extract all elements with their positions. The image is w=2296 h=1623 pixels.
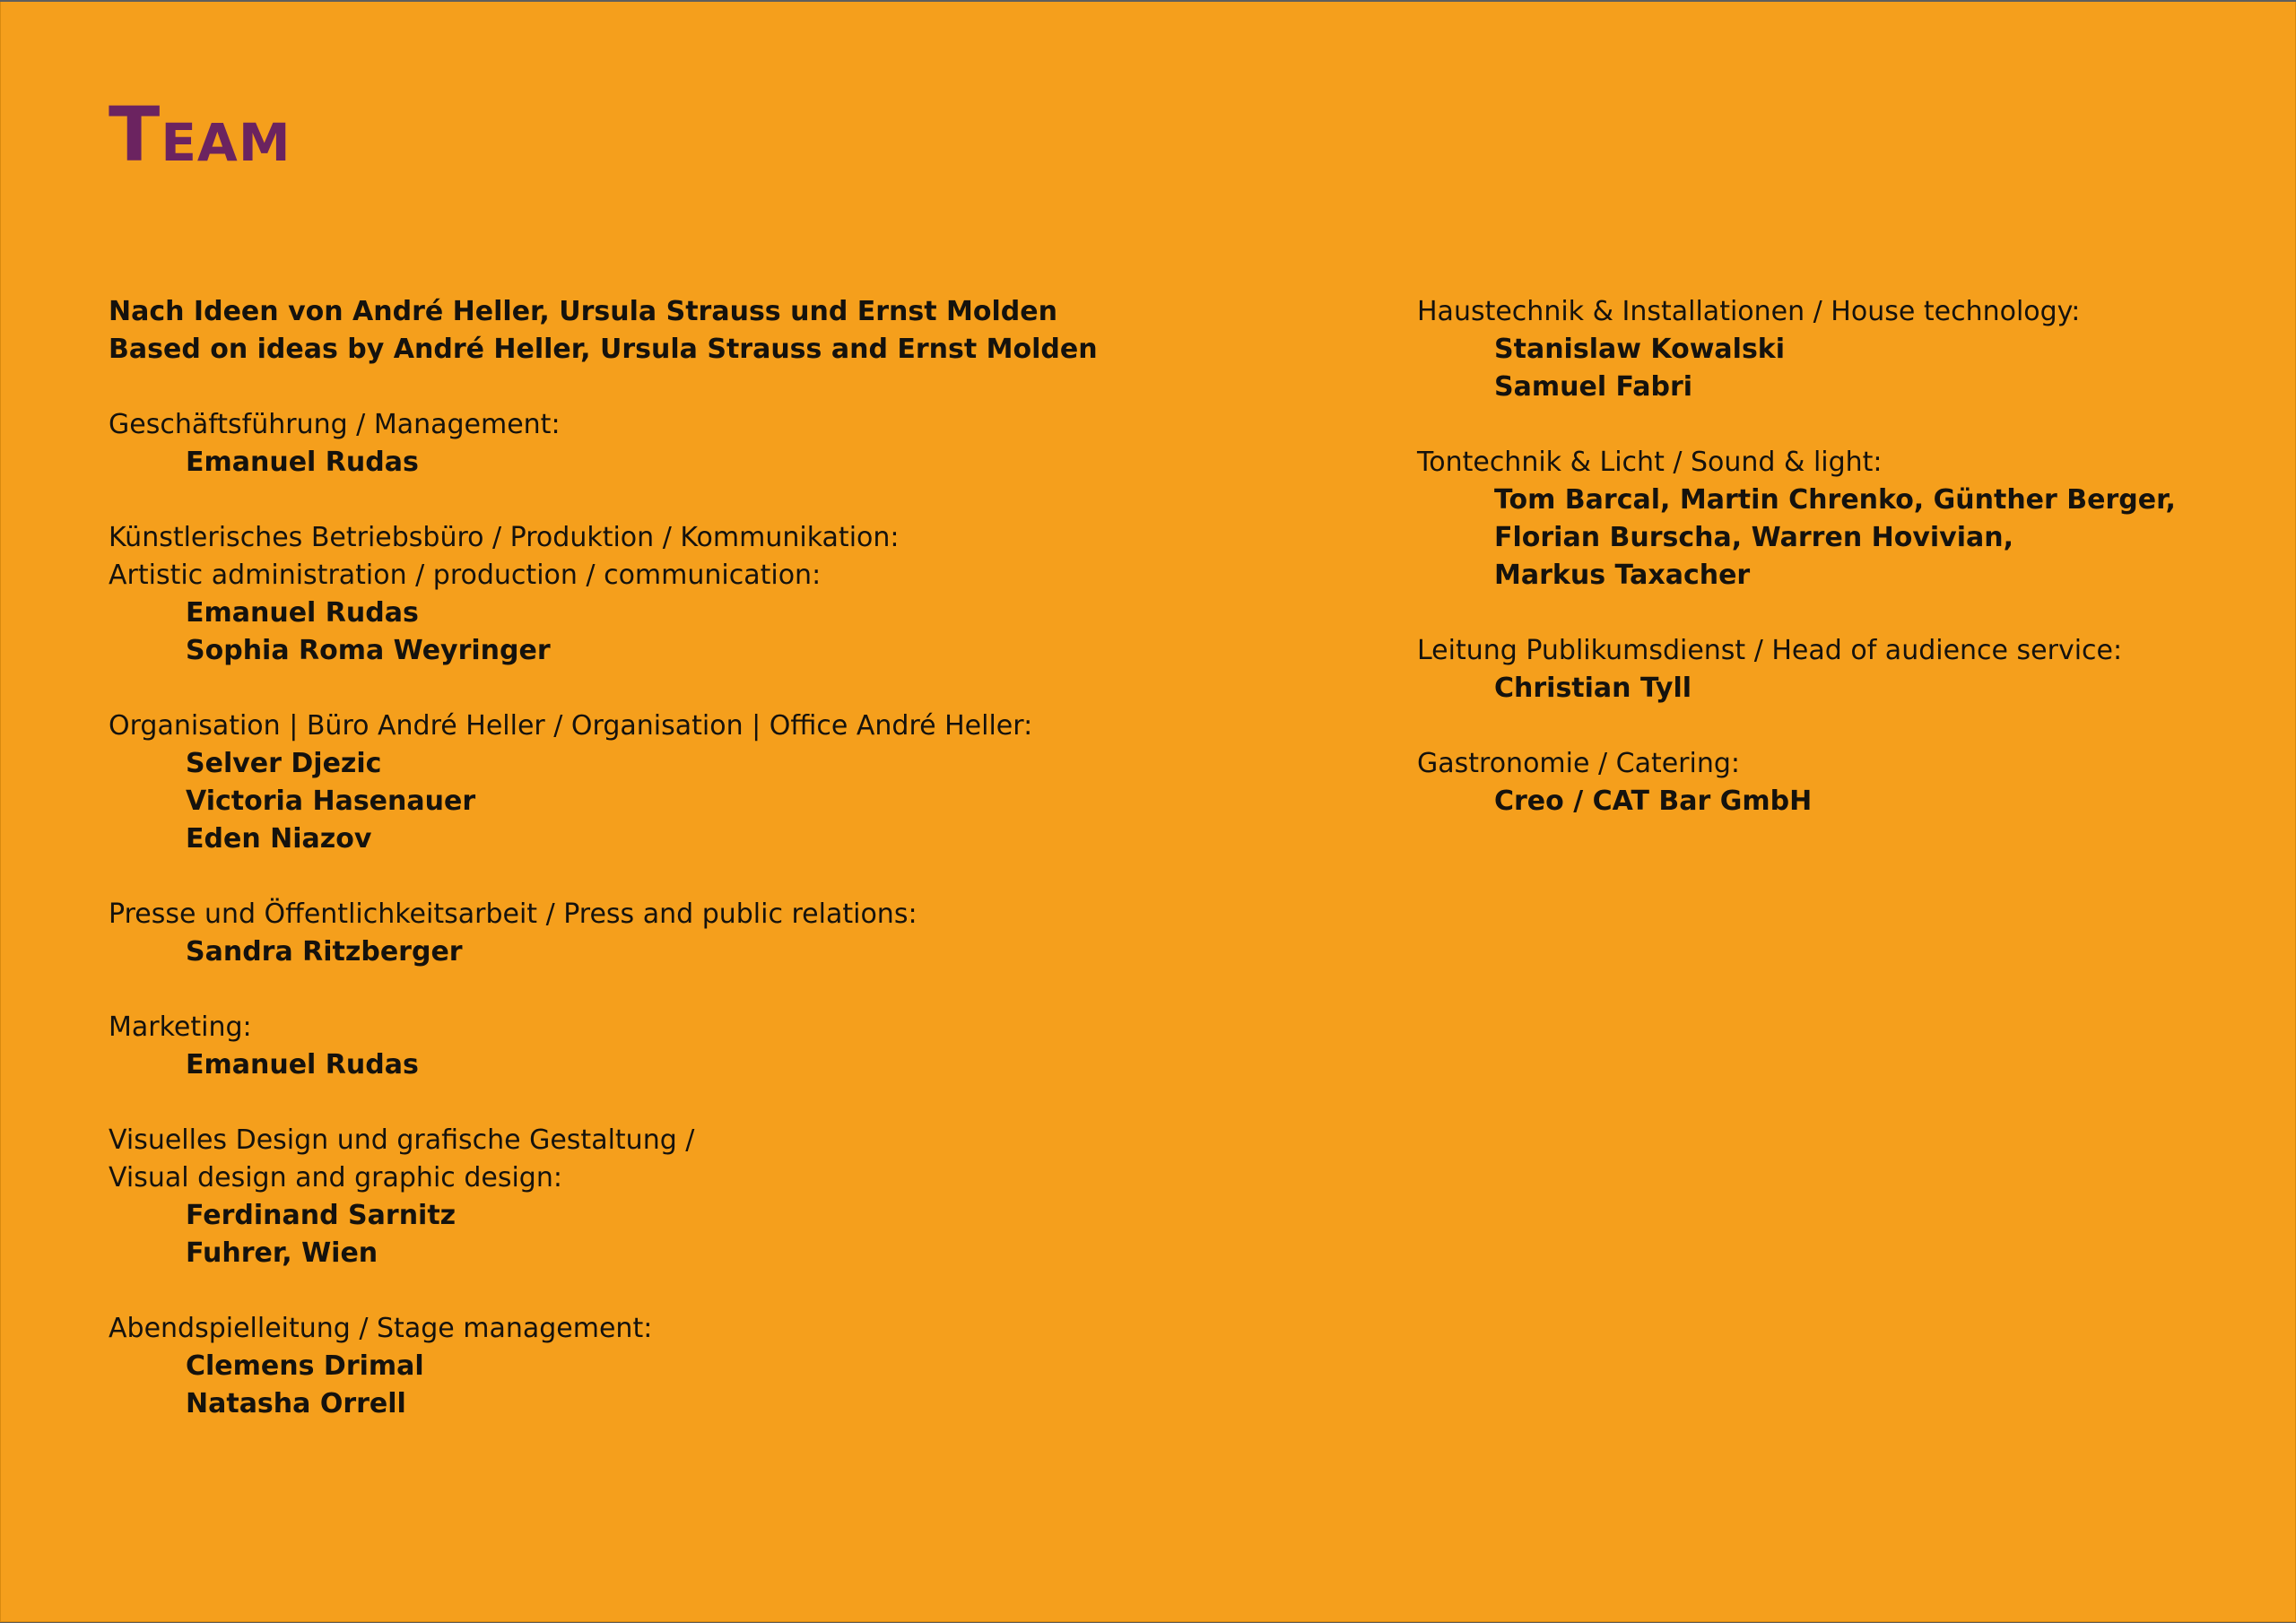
credit-section-house-technology [1417,293,2278,406]
credit-role: Abendspielleitung / Stage management: [109,1313,653,1344]
credit-section-visual-design [109,1122,1328,1272]
credit-role: Marketing: [109,1011,252,1043]
credit-role: Organisation | Büro André Heller / Organisation | Office André Heller: [109,710,1033,742]
title-initial: T [109,91,161,178]
credit-name: Ferdinand Sarnitz [186,1200,457,1231]
credit-section-artistic-administration [109,519,1328,670]
credit-section-stage-management [109,1310,1328,1423]
credit-name: Clemens Drimal [186,1350,424,1382]
credit-name: Natasha Orrell [186,1388,406,1419]
intro-line-de: Nach Ideen von André Heller, Ursula Strauss und Ernst Molden [109,296,1057,327]
credit-role: Geschäftsführung / Management: [109,409,561,440]
credit-name: Emanuel Rudas [186,597,419,629]
credit-section-catering [1417,745,2278,820]
credit-section-audience-service [1417,632,2278,707]
credit-section-management [109,406,1328,482]
credit-name: Fuhrer, Wien [186,1237,378,1269]
credit-role: Presse und Öffentlichkeitsarbeit / Press and public relations: [109,898,918,930]
credit-role: Tontechnik & Licht / Sound & light: [1417,447,1883,478]
credit-name: Sophia Roma Weyringer [186,635,551,666]
credit-role: Gastronomie / Catering: [1417,748,1740,779]
document-page [0,2,2296,1622]
right-credits-column [1417,293,2278,820]
credit-name: Emanuel Rudas [186,1049,419,1081]
credit-role: Leitung Publikumsdienst / Head of audience service: [1417,635,2123,666]
credit-name: Selver Djezic [186,748,382,779]
credit-name: Stanislaw Kowalski [1494,334,1786,365]
credit-name: Christian Tyll [1494,673,1692,704]
left-credits-column [109,293,1328,1423]
credit-role: Artistic administration / production / communication: [109,560,822,591]
credit-role: Künstlerisches Betriebsbüro / Produktion / Kommunikation: [109,522,900,553]
page-title [109,91,291,178]
intro-line-en: Based on ideas by André Heller, Ursula Strauss and Ernst Molden [109,334,1098,365]
credit-name: Sandra Ritzberger [186,936,463,968]
credit-name: Samuel Fabri [1494,371,1693,403]
title-rest: EAM [161,112,291,173]
credit-name: Markus Taxacher [1494,560,1751,591]
credit-role: Visual design and graphic design: [109,1162,562,1193]
credit-role: Haustechnik & Installationen / House technology: [1417,296,2081,327]
credit-name: Victoria Hasenauer [186,785,476,817]
credit-role: Visuelles Design und grafische Gestaltung / [109,1124,695,1156]
credit-name: Creo / CAT Bar GmbH [1494,785,1813,817]
credit-name: Tom Barcal, Martin Chrenko, Günther Berger, [1494,484,2176,516]
credit-section-press [109,896,1328,971]
credit-section-organisation [109,707,1328,858]
credit-name: Florian Burscha, Warren Hovivian, [1494,522,2014,553]
intro-block [109,293,1328,369]
credit-section-marketing [109,1009,1328,1084]
credit-name: Eden Niazov [186,823,372,855]
credit-name: Emanuel Rudas [186,447,419,478]
credit-section-sound-light [1417,444,2278,595]
